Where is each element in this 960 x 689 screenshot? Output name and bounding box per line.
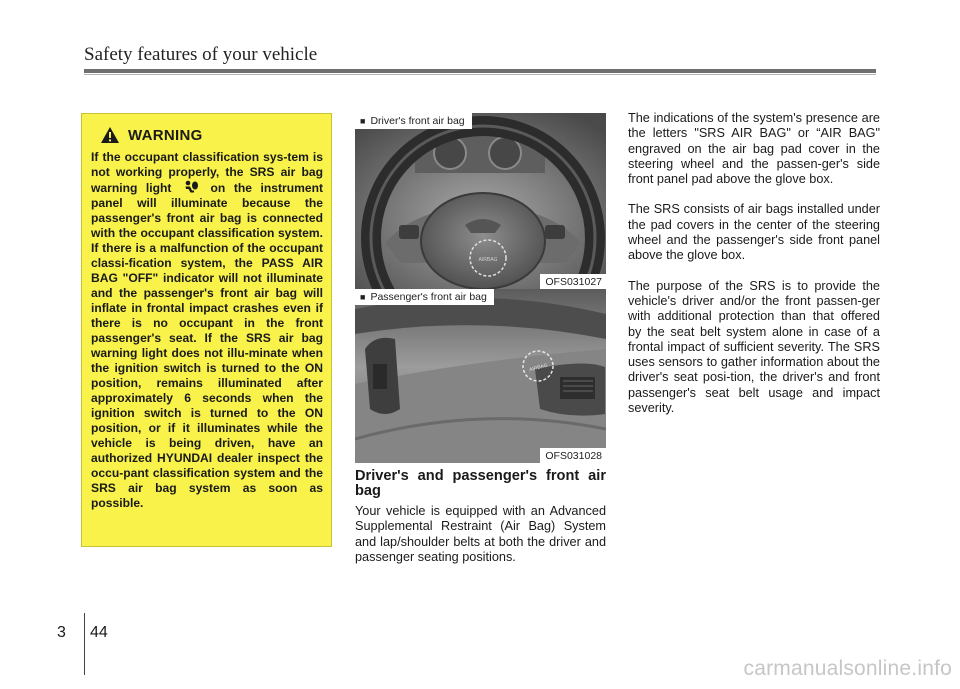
paragraph-indications: The indications of the system's presence are the letters "SRS AIR BAG" or “AIR BAG" engraved on the air bag pad cover in the steering wheel and the passen-ger's side front panel pad above the glove box. [628, 111, 880, 187]
warning-box [81, 113, 332, 547]
footer-chapter-number: 3 [57, 624, 66, 641]
header-title: Safety features of your vehicle [84, 44, 318, 65]
steering-wheel-photo [355, 113, 606, 289]
figure-driver-airbag [355, 113, 606, 289]
figure-caption-passenger: ■ Passenger's front air bag [355, 289, 494, 305]
section-body: Your vehicle is equipped with an Advanced Supplemental Restraint (Air Bag) System and lap/shoulder belts at both the driver and passenger seating positions. [355, 504, 606, 564]
paragraph-srs-purpose: The purpose of the SRS is to provide the vehicle's driver and/or the front passen-ger with additional protection than that offered by the seat belt system alone in case of a frontal impact of sufficient severity. The SRS uses sensors to gather information about the driver's seat posi-tion, the driver's and front passenger's seat belt usage and impact severity. [628, 278, 880, 416]
figure-passenger-airbag [355, 289, 606, 463]
footer-rule [84, 613, 85, 675]
section-heading: Driver's and passenger's front air bag [355, 468, 606, 499]
figure-code-passenger: OFS031028 [540, 448, 606, 463]
dashboard-photo [355, 289, 606, 463]
footer-page-number: 44 [90, 624, 108, 641]
warning-text-part-2: on the instrument panel will illuminate because the passenger's front air bag is connected with the occupant classification system. If there is a malfunction of the occupant classi-fication system, the PASS AIR BAG "OFF" indicator will not illuminate and the passenger's front air bag will inflate in frontal impact crashes even if there is no occupant in the front passenger's seat. If the SRS air bag warning light does not illu-minate when the ignition switch is turned to the ON position, remains illuminated after approximately 6 seconds when the ignition switch is turned to the ON position, or if it illuminates while the vehicle is being driven, have an authorized HYUNDAI dealer inspect the occu-pant classification system and the SRS air bag system as soon as possible. [91, 181, 323, 510]
warning-triangle-icon [100, 126, 120, 144]
warning-header [100, 126, 323, 144]
warning-text [91, 150, 323, 511]
header-rule-thin [84, 74, 876, 75]
right-column [628, 111, 880, 431]
watermark-link[interactable]: carmanualsonline.info [743, 657, 952, 680]
passenger-airbag-cover-text: AIRBAG [528, 362, 549, 374]
warning-title: WARNING [128, 126, 203, 144]
airbag-warning-light-icon [183, 180, 199, 194]
driver-airbag-cover-text: AIRBAG [478, 257, 498, 263]
header-rule [84, 69, 876, 73]
warning-text-part-1: If the occupant classification sys-tem is not working properly, the SRS air bag warning light [91, 150, 323, 195]
figure-code-driver: OFS031027 [540, 274, 606, 289]
paragraph-srs-consists: The SRS consists of air bags installed under the pad covers in the center of the steering wheel and the passenger's side front panel above the glove box. [628, 202, 880, 263]
figure-caption-driver: ■ Driver's front air bag [355, 113, 472, 129]
